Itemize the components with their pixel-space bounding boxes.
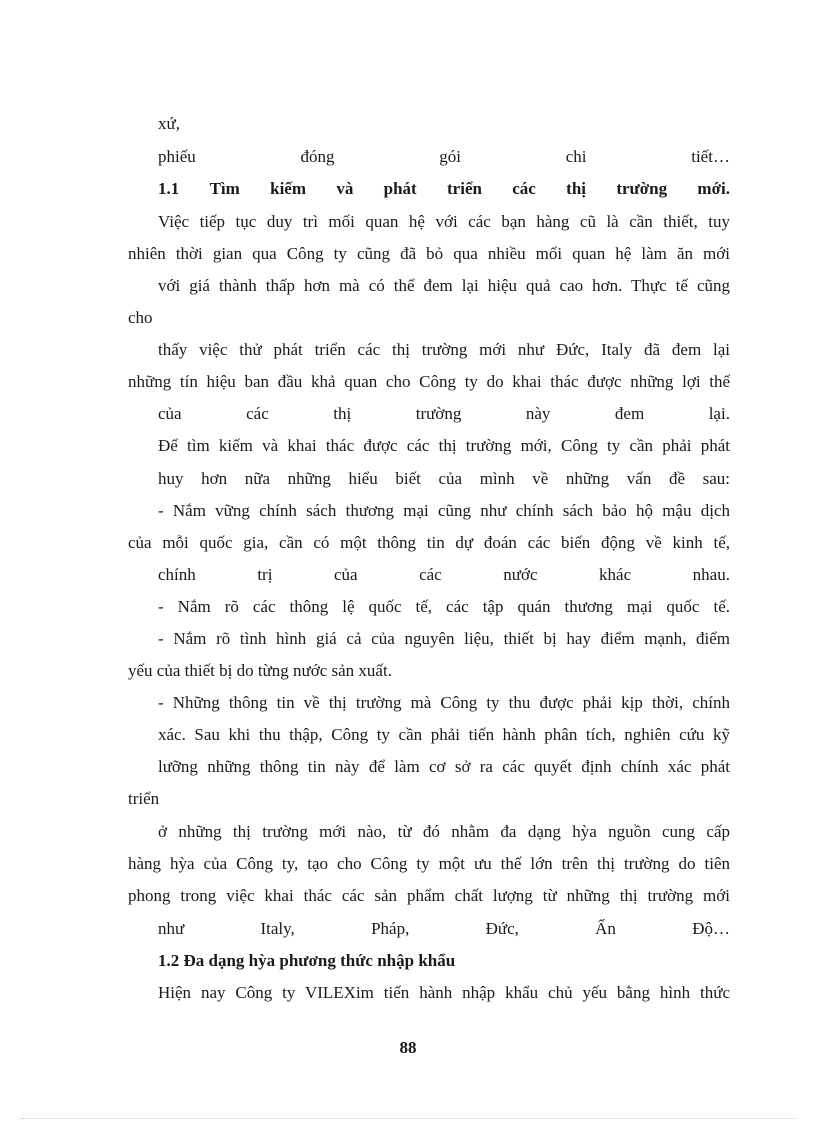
text-line: thấy việc thử phát triển các thị trường mới như Đức, Italy đã đem lại	[158, 340, 730, 359]
text-line: những tín hiệu ban đầu khả quan cho Công ty do khai thác được những lợi thế	[128, 372, 730, 391]
text-line: xác. Sau khi thu thập, Công ty cần phải tiến hành phân tích, nghiên cứu kỹ	[158, 725, 730, 744]
text-line: chính trị của các nước khác nhau.	[158, 565, 730, 584]
text-line: lưỡng những thông tin này để làm cơ sở ra các quyết định chính xác phát	[158, 757, 730, 776]
text-line: nhiên thời gian qua Công ty cũng đã bỏ qua nhiều mối quan hệ làm ăn mới	[128, 244, 730, 263]
text-line: phong trong việc khai thác các sản phẩm chất lượng từ những thị trường mới	[128, 886, 730, 905]
text-line: của mỗi quốc gia, cần có một thông tin dự đoán các biến động về kinh tế,	[128, 533, 730, 552]
text-line: - Nắm vững chính sách thương mại cũng như chính sách bảo hộ mậu dịch	[158, 501, 730, 520]
page-bottom-rule	[20, 1118, 796, 1119]
section-heading-1-1: 1.1 Tìm kiếm và phát triển các thị trường mới.	[158, 179, 730, 198]
text-line: phiếu đóng gói chi tiết…	[158, 147, 730, 166]
text-line: hàng hỳa của Công ty, tạo cho Công ty một ưu thế lớn trên thị trường do tiên	[128, 854, 730, 873]
text-line: với giá thành thấp hơn mà có thể đem lại hiệu quả cao hơn. Thực tế cũng	[158, 276, 730, 295]
text-line: của các thị trường này đem lại.	[158, 404, 730, 423]
text-line: - Những thông tin về thị trường mà Công ty thu được phải kịp thời, chính	[158, 693, 730, 712]
text-line: - Nắm rõ các thông lệ quốc tế, các tập quán thương mại quốc tế.	[158, 597, 730, 616]
text-line: Để tìm kiếm và khai thác được các thị trường mới, Công ty cần phải phát	[158, 436, 730, 455]
text-line: Hiện nay Công ty VILEXim tiến hành nhập khẩu chủ yếu bằng hình thức	[158, 983, 730, 1002]
text-line: cho	[128, 308, 153, 327]
text-line: huy hơn nữa những hiểu biết của mình về những vấn đề sau:	[158, 469, 730, 488]
section-heading-1-2: 1.2 Đa dạng hỳa phương thức nhập khẩu	[158, 951, 456, 970]
text-line: yếu của thiết bị do từng nước sản xuất.	[128, 661, 392, 680]
text-line: - Nắm rõ tình hình giá cả của nguyên liệu, thiết bị hay điểm mạnh, điểm	[158, 629, 730, 648]
text-line: ở những thị trường mới nào, từ đó nhằm đa dạng hỳa nguồn cung cấp	[158, 822, 730, 841]
text-line: triển	[128, 789, 160, 808]
text-line: như Italy, Pháp, Đức, Ấn Độ…	[158, 919, 730, 938]
text-line: xứ,	[158, 114, 180, 133]
page-number: 88	[399, 1038, 417, 1057]
text-line: Việc tiếp tục duy trì mối quan hệ với các bạn hàng cũ là cần thiết, tuy	[158, 212, 730, 231]
